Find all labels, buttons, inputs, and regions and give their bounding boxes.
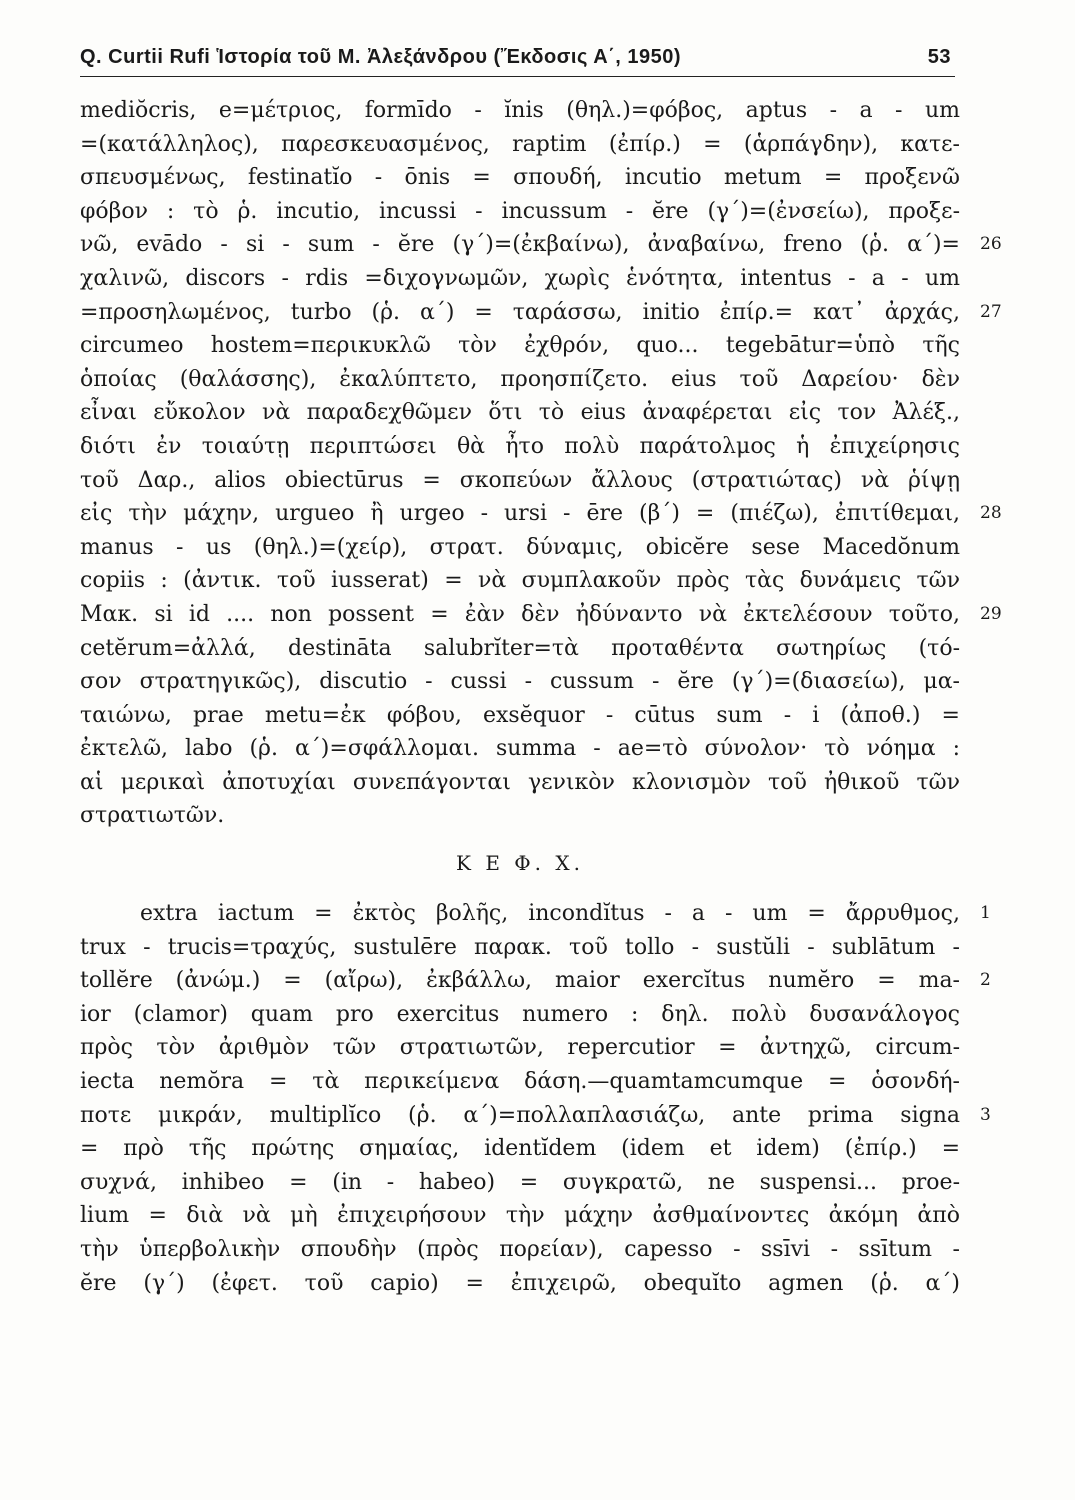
line-text: =(κατάλληλος), παρεσκευασμένος, raptim (ἐπίρ.) = (ἁρπάγδην), κατε-	[80, 131, 960, 157]
text-line	[80, 329, 960, 363]
text-line	[80, 1166, 960, 1200]
margin-section-number: 27	[980, 301, 1002, 322]
line-text: συχνά, inhibeo = (in - habeo) = συγκρατῶ, ne suspensi... proe-	[80, 1169, 960, 1195]
running-header	[80, 40, 955, 77]
page-number: 53	[927, 46, 951, 68]
text-line	[80, 531, 960, 565]
text-line	[80, 964, 991, 998]
line-text: αἱ μερικαὶ ἀποτυχίαι συνεπάγονται γενικὸν κλονισμὸν τοῦ ἠθικοῦ τῶν	[80, 769, 960, 795]
text-line	[80, 897, 991, 931]
line-text: = πρὸ τῆς πρώτης σημαίας, identĭdem (idem et idem) (ἐπίρ.) =	[80, 1136, 960, 1162]
line-text: τοῦ Δαρ., alios obiectūrus = σκοπεύων ἄλλους (στρατιώτας) νὰ ῥίψῃ	[80, 467, 960, 493]
margin-section-number: 26	[980, 234, 1002, 255]
line-text: ταιώνω, prae metu=ἐκ φόβου, exsĕquor - cūtus sum - i (ἀποθ.) =	[80, 702, 960, 728]
line-text: extra iactum = ἐκτὸς βολῆς, incondĭtus - a - um = ἄρρυθμος,	[140, 901, 960, 927]
page-body	[80, 94, 1002, 1300]
text-line	[80, 799, 960, 833]
line-text: ĕre (γ΄) (ἐφετ. τοῦ capio) = ἐπιχειρῶ, obequĭto agmen (ῥ. α΄)	[80, 1270, 960, 1296]
text-line	[80, 632, 960, 666]
text-line	[80, 128, 960, 162]
text-line	[80, 1267, 960, 1301]
text-line	[80, 598, 1002, 632]
text-line	[80, 766, 960, 800]
line-text: iecta nemŏra = τὰ περικείμενα δάση.—quamtamcumque = ὁσονδή-	[80, 1069, 960, 1095]
line-text: στρατιωτῶν.	[80, 803, 225, 829]
text-line	[80, 94, 960, 128]
line-text: tollĕre (ἀνώμ.) = (αἴρω), ἐκβάλλω, maior exercĭtus numĕro = ma-	[80, 968, 960, 994]
commentary-section-ix	[80, 94, 1002, 833]
line-text: πρὸς τὸν ἀριθμὸν τῶν στρατιωτῶν, repercutior = ἀντηχῶ, circum-	[80, 1035, 960, 1061]
line-text: χαλινῶ, discors - rdis =διχογνωμῶν, χωρὶς ἑνότητα, intentus - a - um	[80, 265, 960, 291]
text-line	[80, 665, 960, 699]
line-text: νῶ, evādo - si - sum - ĕre (γ΄)=(ἐκβαίνω), ἀναβαίνω, freno (ῥ. α΄)=	[80, 232, 960, 258]
commentary-section-x	[80, 897, 991, 1300]
text-line	[80, 1065, 960, 1099]
text-line	[80, 998, 960, 1032]
text-line	[80, 1099, 991, 1133]
line-text: mediŏcris, e=μέτριος, formīdo - ĭnis (θηλ.)=φόβος, aptus - a - um	[80, 98, 960, 123]
line-text: φόβον : τὸ ῥ. incutio, incussi - incussum - ĕre (γ΄)=(ἐνσείω), προξε-	[80, 198, 960, 224]
text-line	[80, 195, 960, 229]
line-text: =προσηλωμένος, turbo (ῥ. α΄) = ταράσσω, initio ἐπίρ.= κατ᾽ ἀρχάς,	[80, 299, 960, 325]
text-line	[80, 732, 960, 766]
line-text: σπευσμένως, festinatĭo - ōnis = σπουδή, incutio metum = προξενῶ	[80, 165, 960, 191]
line-text: ὁποίας (θαλάσσης), ἐκαλύπτετο, προησπίζετο. eius τοῦ Δαρείου· δὲν	[80, 366, 960, 392]
text-line	[80, 931, 960, 965]
text-line	[80, 228, 1002, 262]
text-line	[80, 296, 1002, 330]
line-text: cetĕrum=ἀλλά, destināta salubrĭter=τὰ προταθέντα σωτηρίως (τό-	[80, 635, 960, 661]
running-title: Q. Curtii Rufi Ἱστορία τοῦ Μ. Ἀλεξάνδρου (Ἔκδοσις Α΄, 1950)	[80, 46, 682, 68]
line-text: ποτε μικράν, multiplĭco (ῥ. α΄)=πολλαπλασιάζω, ante prima signa	[80, 1102, 960, 1128]
text-line	[80, 161, 960, 195]
text-line	[80, 699, 960, 733]
margin-section-number: 1	[980, 903, 991, 924]
text-line	[80, 1132, 960, 1166]
chapter-heading: Κ Ε Φ. Χ.	[456, 851, 584, 876]
margin-section-number: 29	[980, 603, 1002, 624]
text-line	[80, 1031, 960, 1065]
text-line	[80, 564, 960, 598]
line-text: ἐκτελῶ, labo (ῥ. α΄)=σφάλλομαι. summa - ae=τὸ σύνολον· τὸ νόημα :	[80, 736, 960, 762]
line-text: Μακ. si id .... non possent = ἐὰν δὲν ἠδύναντο νὰ ἐκτελέσουν τοῦτο,	[80, 601, 960, 627]
line-text: εἶναι εὔκολον νὰ παραδεχθῶμεν ὅτι τὸ eius ἀναφέρεται εἰς τον Ἀλέξ.,	[80, 400, 960, 426]
text-line	[80, 497, 1002, 531]
line-text: circumeo hostem=περικυκλῶ τὸν ἐχθρόν, quo... tegebātur=ὑπὸ τῆς	[80, 333, 960, 359]
margin-section-number: 3	[980, 1104, 991, 1125]
line-text: copiis : (ἀντικ. τοῦ iusserat) = νὰ συμπλακοῦν πρὸς τὰς δυνάμεις τῶν	[80, 568, 960, 594]
line-text: διότι ἐν τοιαύτῃ περιπτώσει θὰ ἦτο πολὺ παράτολμος ἡ ἐπιχείρησις	[80, 433, 960, 459]
text-line	[80, 464, 960, 498]
text-line	[80, 363, 960, 397]
text-line	[80, 396, 960, 430]
margin-section-number: 2	[980, 970, 991, 991]
line-text: lium = διὰ νὰ μὴ ἐπιχειρήσουν τὴν μάχην ἀσθμαίνοντες ἀκόμη ἀπὸ	[80, 1203, 960, 1229]
margin-section-number: 28	[980, 503, 1002, 524]
text-line	[80, 1233, 960, 1267]
line-text: εἰς τὴν μάχην, urgueo ἢ urgeo - ursi - ēre (β΄) = (πιέζω), ἐπιτίθεμαι,	[80, 501, 960, 527]
line-text: manus - us (θηλ.)=(χείρ), στρατ. δύναμις, obicĕre sese Macedŏnum	[80, 534, 960, 560]
line-text: trux - trucis=τραχύς, sustulēre παρακ. τοῦ tollo - sustŭli - sublātum -	[80, 934, 960, 960]
text-line	[80, 430, 960, 464]
line-text: τὴν ὑπερβολικὴν σπουδὴν (πρὸς πορείαν), capesso - ssīvi - ssītum -	[80, 1237, 960, 1262]
text-line	[80, 262, 960, 296]
line-text: σον στρατηγικῶς), discutio - cussi - cussum - ĕre (γ΄)=(διασείω), μα-	[80, 669, 960, 695]
text-line	[80, 1199, 960, 1233]
line-text: ior (clamor) quam pro exercitus numero : δηλ. πολὺ δυσανάλογος	[80, 1001, 960, 1027]
